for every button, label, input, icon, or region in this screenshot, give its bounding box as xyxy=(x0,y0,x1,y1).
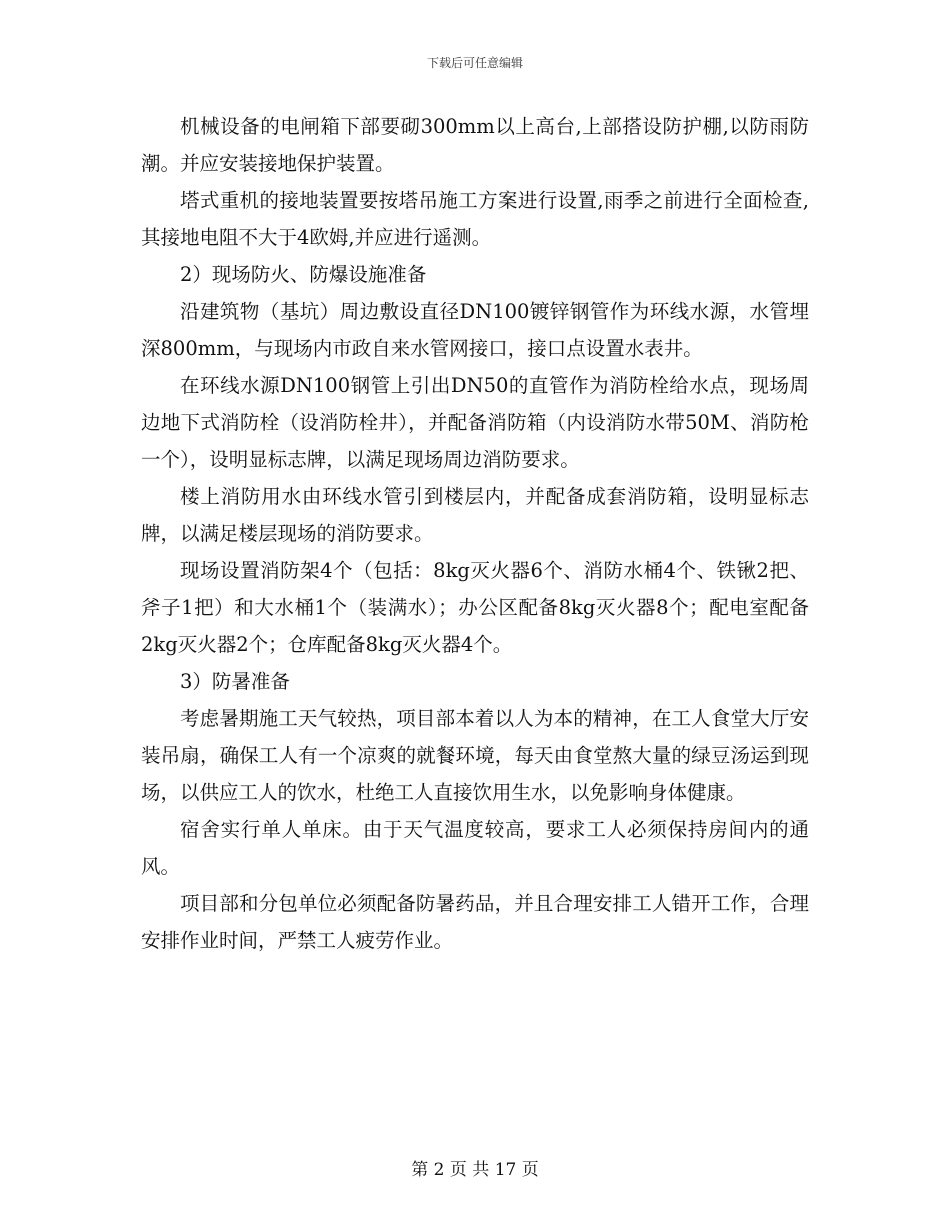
paragraph-floor-fire-water: 楼上消防用水由环线水管引到楼层内，并配备成套消防箱，设明显标志牌，以满足楼层现场的消防要求。 xyxy=(141,485,809,545)
paragraph-fire-hydrant: 在环线水源DN100钢管上引出DN50的直管作为消防栓给水点，现场周边地下式消防栓（设消防栓井），并配备消防箱（内设消防水带50M、消防枪一个），设明显标志牌，以满足现场周边消防要求。 xyxy=(141,374,809,471)
section-heading-fire-prevention: 2）现场防火、防爆设施准备 xyxy=(180,263,427,286)
paragraph-loop-water-source: 沿建筑物（基坑）周边敷设直径DN100镀锌钢管作为环线水源，水管埋深800mm，与现场内市政自来水管网接口，接口点设置水表井。 xyxy=(141,300,809,360)
paragraph-summer-measures: 考虑暑期施工天气较热，项目部本着以人为本的精神，在工人食堂大厅安装吊扇，确保工人有一个凉爽的就餐环境，每天由食堂熬大量的绿豆汤运到现场，以供应工人的饮水，杜绝工人直接饮用生水，以免影响身体健康。 xyxy=(141,707,809,804)
paragraph-dormitory: 宿舍实行单人单床。由于天气温度较高，要求工人必须保持房间内的通风。 xyxy=(141,818,809,878)
paragraph-fire-extinguishers: 现场设置消防架4个（包括：8kg灭火器6个、消防水桶4个、铁锹2把、斧子1把）和大水桶1个（装满水）；办公区配备8kg灭火器8个；配电室配备2kg灭火器2个；仓库配备8kg灭火器4个。 xyxy=(141,559,809,656)
document-body xyxy=(141,108,809,959)
paragraph-electrical-box: 机械设备的电闸箱下部要砌300mm以上高台,上部搭设防护棚,以防雨防潮。并应安装接地保护装置。 xyxy=(141,115,809,175)
paragraph-medicine-scheduling: 项目部和分包单位必须配备防暑药品，并且合理安排工人错开工作，合理安排作业时间，严禁工人疲劳作业。 xyxy=(141,892,809,952)
paragraph-tower-crane-grounding: 塔式重机的接地装置要按塔吊施工方案进行设置,雨季之前进行全面检查,其接地电阻不大于4欧姆,并应进行遥测。 xyxy=(141,189,809,249)
page-header: 下载后可任意编辑 xyxy=(426,56,523,70)
page-number-footer: 第 2 页 共 17 页 xyxy=(411,1160,539,1180)
section-heading-heatstroke-prevention: 3）防暑准备 xyxy=(180,670,290,693)
